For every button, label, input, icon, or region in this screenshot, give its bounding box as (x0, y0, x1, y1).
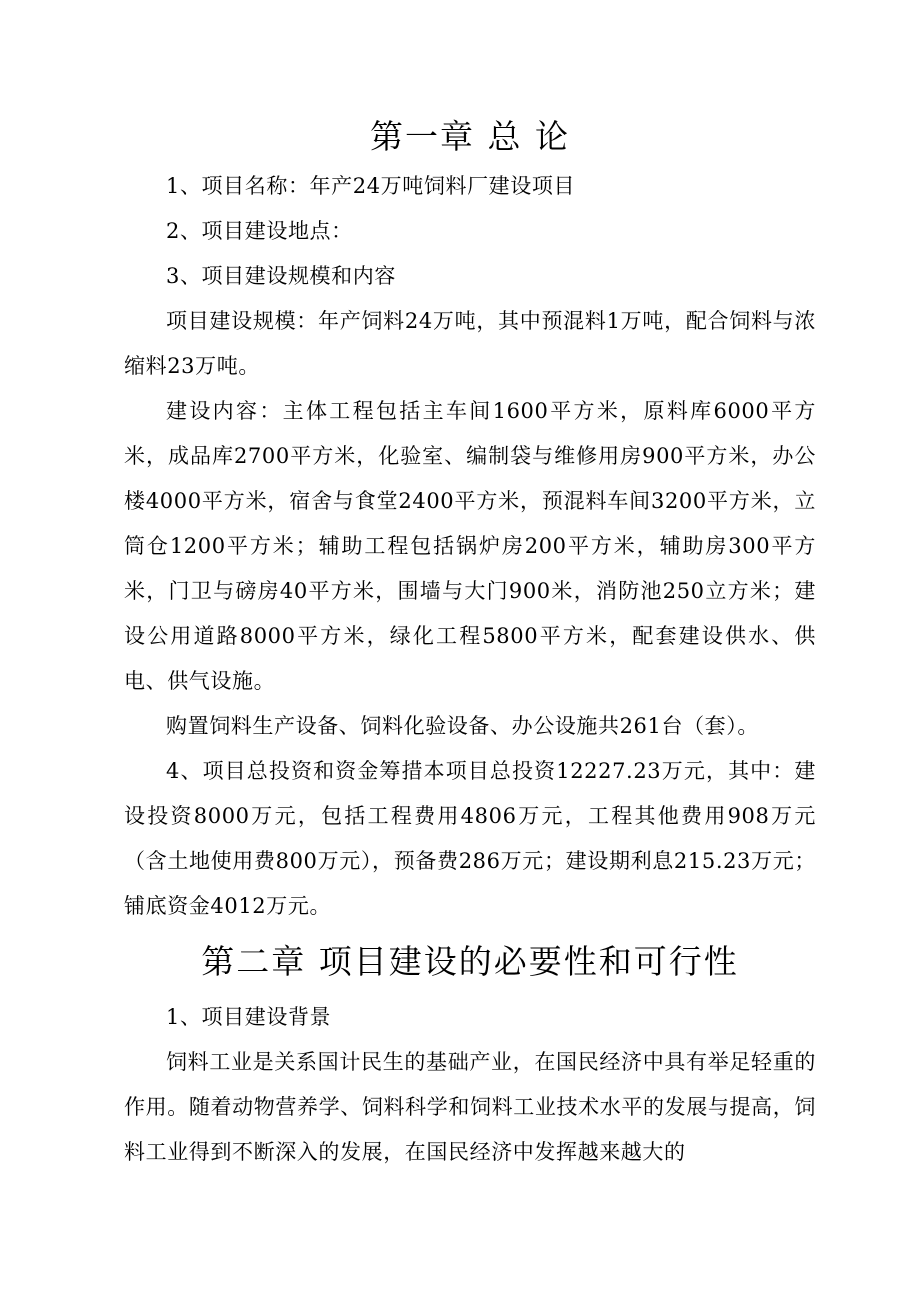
investment-paragraph: 4、项目总投资和资金筹措本项目总投资12227.23万元，其中：建设投资8000万元，包括工程费用4806万元，工程其他费用908万元（含土地使用费800万元），预备费286万元；建设期利息215.23万元；铺底资金4012万元。 (124, 759, 816, 918)
background-heading: 1、项目建设背景 (166, 1005, 332, 1029)
project-location-paragraph: 2、项目建设地点： (166, 219, 353, 243)
project-name-paragraph: 1、项目名称：年产24万吨饲料厂建设项目 (166, 174, 576, 198)
scale-content-heading: 3、项目建设规模和内容 (166, 264, 396, 288)
chapter-1-title: 第一章 总 论 (370, 117, 570, 156)
background-paragraph: 饲料工业是关系国计民生的基础产业，在国民经济中具有举足轻重的作用。随着动物营养学、饲料科学和饲料工业技术水平的发展与提高，饲料工业得到不断深入的发展，在国民经济中发挥越来越大的 (124, 1050, 816, 1164)
construction-content-paragraph: 建设内容：主体工程包括主车间1600平方米，原料库6000平方米，成品库2700平方米，化验室、编制袋与维修用房900平方米，办公楼4000平方米，宿舍与食堂2400平方米，预混料车间3200平方米，立筒仓1200平方米；辅助工程包括锅炉房200平方米，辅助房300平方米，门卫与磅房40平方米，围墙与大门900米，消防池250立方米；建设公用道路8000平方米，绿化工程5800平方米，配套建设供水、供电、供气设施。 (124, 399, 816, 693)
equipment-purchase-paragraph: 购置饲料生产设备、饲料化验设备、办公设施共261台（套）。 (166, 714, 759, 738)
project-scale-paragraph: 项目建设规模：年产饲料24万吨，其中预混料1万吨，配合饲料与浓缩料23万吨。 (124, 309, 816, 378)
chapter-2-title: 第二章 项目建设的必要性和可行性 (201, 942, 739, 981)
document-page (124, 110, 816, 1175)
